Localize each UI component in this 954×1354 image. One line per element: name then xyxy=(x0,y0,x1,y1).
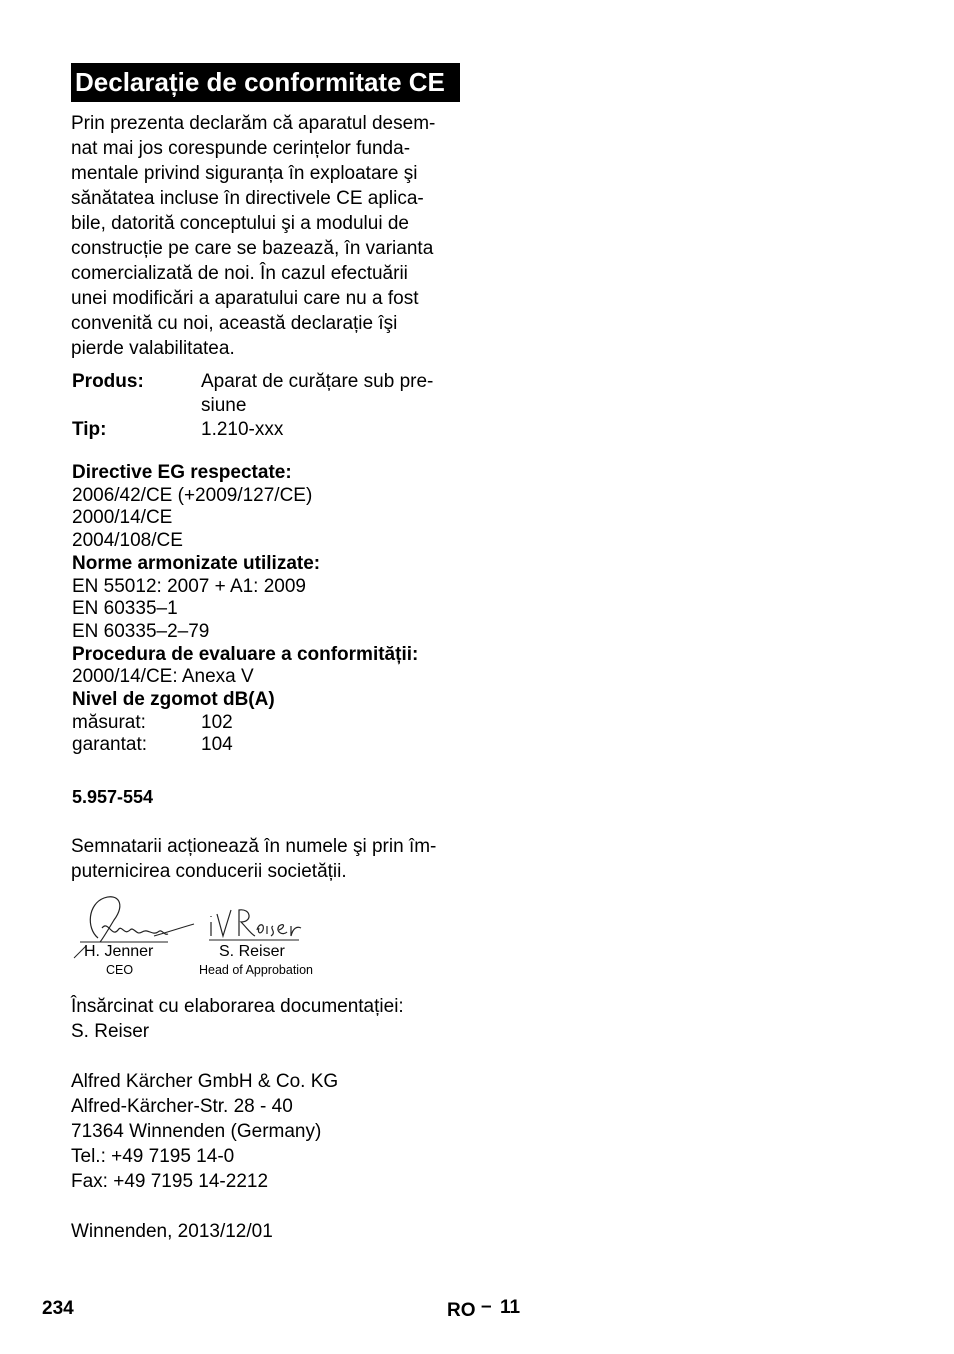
noise-guaranteed-label: garantat: xyxy=(72,734,147,756)
product-value-line2: siune xyxy=(201,395,247,416)
language-code: RO xyxy=(447,1300,476,1321)
signatories-line: puternicirea conducerii societății. xyxy=(71,861,347,882)
address-line: Tel.: +49 7195 14-0 xyxy=(71,1146,235,1167)
section-page-number: 11 xyxy=(500,1297,521,1318)
type-label: Tip: xyxy=(72,419,107,440)
intro-line: convenită cu noi, această declarație îşi xyxy=(71,313,398,334)
noise-measured-value: 102 xyxy=(201,711,233,733)
intro-line: nat mai jos corespunde cerințelor funda- xyxy=(71,138,411,159)
signatory-name: H. Jenner xyxy=(84,943,154,960)
signatory-role: CEO xyxy=(106,963,134,977)
documentation-block xyxy=(71,994,404,1044)
procedure-value: 2000/14/CE: Anexa V xyxy=(72,666,254,688)
norm-item: EN 60335–2–79 xyxy=(72,620,210,642)
intro-line: unei modificări a aparatului care nu a fost xyxy=(71,288,419,309)
intro-line: pierde valabilitatea. xyxy=(71,338,235,359)
noise-measured-row xyxy=(72,712,418,735)
signatory-name: S. Reiser xyxy=(219,943,285,960)
product-label: Produs: xyxy=(72,371,144,392)
directive-item: 2004/108/CE xyxy=(72,530,183,552)
norm-item: EN 55012: 2007 + A1: 2009 xyxy=(72,575,307,597)
noise-guaranteed-row xyxy=(72,734,418,757)
procedure-heading: Procedura de evaluare a conformității: xyxy=(72,643,419,665)
intro-line: Prin prezenta declarăm că aparatul desem- xyxy=(71,113,436,134)
page-number: 234 xyxy=(42,1298,74,1319)
page-title: Declarație de conformitate CE xyxy=(71,63,460,102)
place-date: Winnenden, 2013/12/01 xyxy=(71,1221,273,1242)
product-value-line1: Aparat de curățare sub pre- xyxy=(201,371,434,392)
type-value: 1.210-xxx xyxy=(201,419,284,440)
signatories-line: Semnatarii acționează în numele şi prin îm- xyxy=(71,836,437,857)
footer-dash: – xyxy=(481,1296,492,1317)
noise-measured-label: măsurat: xyxy=(72,711,146,733)
document-number: 5.957-554 xyxy=(72,787,154,807)
address-block xyxy=(71,1069,338,1194)
signatories-paragraph xyxy=(71,834,436,884)
noise-guaranteed-value: 104 xyxy=(201,734,233,756)
noise-heading: Nivel de zgomot dB(A) xyxy=(72,689,275,711)
signatory-role: Head of Approbation xyxy=(199,963,313,977)
directives-heading: Directive EG respectate: xyxy=(72,462,292,483)
norm-item: EN 60335–1 xyxy=(72,598,178,620)
intro-line: comercializată de noi. În cazul efectuării xyxy=(71,263,408,284)
intro-paragraph xyxy=(71,111,463,361)
intro-line: mentale privind siguranța în exploatare şi xyxy=(71,163,418,184)
directive-item: 2000/14/CE xyxy=(72,507,173,529)
documentation-person: S. Reiser xyxy=(71,1021,150,1042)
intro-line: sănătatea incluse în directivele CE aplica- xyxy=(71,188,424,209)
directive-item: 2006/42/CE (+2009/127/CE) xyxy=(72,484,313,506)
address-line: Alfred-Kärcher-Str. 28 - 40 xyxy=(71,1096,293,1117)
intro-line: bile, datorită conceptului şi a modului de xyxy=(71,213,409,234)
documentation-label: Însărcinat cu elaborarea documentației: xyxy=(71,996,404,1017)
intro-line: construcție pe care se bazează, în varianta xyxy=(71,238,434,259)
signature-reiser xyxy=(205,904,305,944)
address-line: Fax: +49 7195 14-2212 xyxy=(71,1171,269,1192)
address-line: Alfred Kärcher GmbH & Co. KG xyxy=(71,1071,339,1092)
compliance-block xyxy=(72,462,418,757)
address-line: 71364 Winnenden (Germany) xyxy=(71,1121,322,1142)
norms-heading: Norme armonizate utilizate: xyxy=(72,552,321,574)
